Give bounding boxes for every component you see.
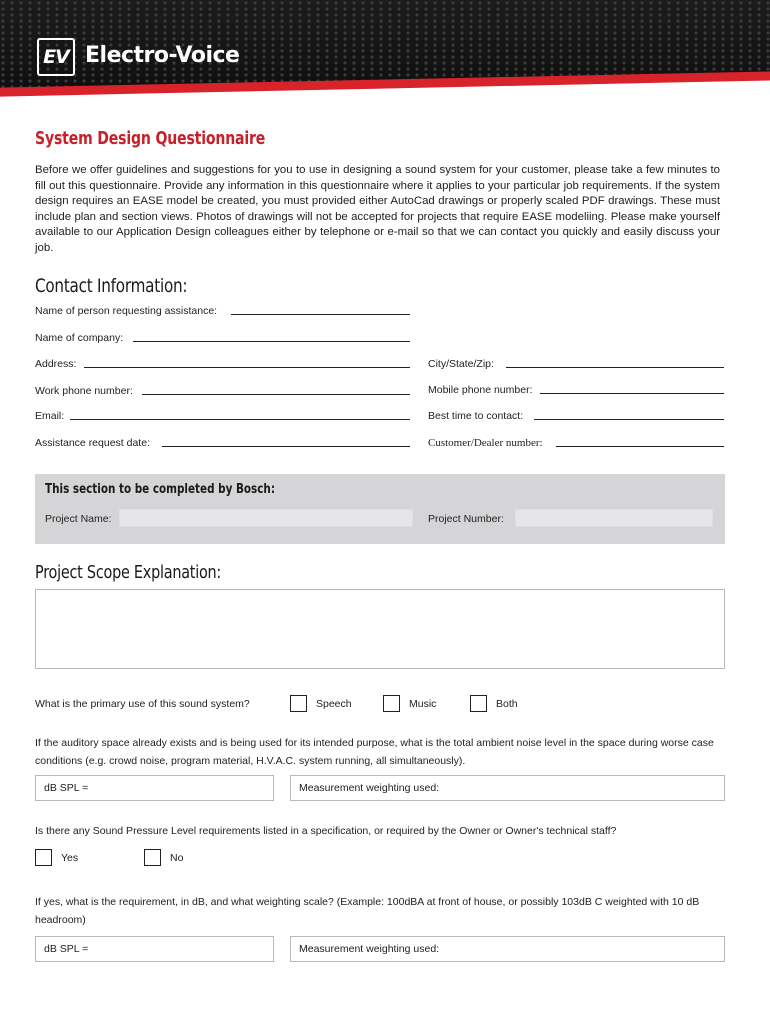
best-time-label: Best time to contact: <box>428 410 524 422</box>
requester-name-label: Name of person requesting assistance: <box>35 305 218 317</box>
work-phone-label: Work phone number: <box>35 385 133 397</box>
both-checkbox[interactable] <box>470 695 487 712</box>
page-title: System Design Questionnaire <box>35 128 266 149</box>
scope-heading: Project Scope Explanation: <box>35 562 222 583</box>
mobile-phone-field[interactable] <box>540 393 724 394</box>
yes-checkbox[interactable] <box>35 849 52 866</box>
primary-use-question: What is the primary use of this sound system? <box>35 698 250 710</box>
no-label: No <box>170 852 184 864</box>
best-time-field[interactable] <box>534 419 724 420</box>
company-name-label: Name of company: <box>35 332 124 344</box>
no-checkbox[interactable] <box>144 849 161 866</box>
project-name-label: Project Name: <box>45 513 112 525</box>
city-state-zip-label: City/State/Zip: <box>428 358 494 370</box>
requirement-weighting-field[interactable] <box>290 936 725 962</box>
speech-label: Speech <box>316 698 352 710</box>
scope-explanation-field[interactable] <box>35 589 725 669</box>
ambient-db-spl-field[interactable] <box>35 775 274 801</box>
yes-label: Yes <box>61 852 79 864</box>
spl-requirements-question: Is there any Sound Pressure Level requirements listed in a specification, or required by the Owner or Owner's technical staff? <box>35 825 617 837</box>
requirement-db-spl-field[interactable] <box>35 936 274 962</box>
address-field[interactable] <box>84 367 410 368</box>
mobile-phone-label: Mobile phone number: <box>428 384 533 396</box>
customer-number-field[interactable] <box>556 446 724 447</box>
project-number-field[interactable] <box>515 509 713 527</box>
contact-heading: Contact Information: <box>35 275 188 297</box>
ambient-db-spl-label: dB SPL = <box>44 782 89 794</box>
brand-name: Electro-Voice <box>85 43 240 68</box>
requester-name-field[interactable] <box>231 314 410 315</box>
ambient-weighting-label: Measurement weighting used: <box>299 782 440 794</box>
email-field[interactable] <box>70 419 410 420</box>
address-label: Address: <box>35 358 77 370</box>
bosch-section <box>35 474 725 544</box>
request-date-field[interactable] <box>162 446 410 447</box>
ambient-noise-question: If the auditory space already exists and is being used for its intended purpose, what is the total ambient noise level in the space during worse case conditions (e.g. crowd noise, program material, H.V.A.C. system running, all simultaneously). <box>35 737 714 767</box>
electro-voice-logo-icon: EV <box>37 38 75 76</box>
brand-header <box>0 0 770 100</box>
ambient-weighting-field[interactable] <box>290 775 725 801</box>
request-date-label: Assistance request date: <box>35 437 150 449</box>
customer-number-label: Customer/Dealer number: <box>428 437 543 449</box>
project-name-field[interactable] <box>119 509 413 527</box>
requirement-db-spl-label: dB SPL = <box>44 943 89 955</box>
work-phone-field[interactable] <box>142 394 410 395</box>
bosch-section-heading: This section to be completed by Bosch: <box>45 482 275 497</box>
music-label: Music <box>409 698 437 710</box>
requirement-weighting-label: Measurement weighting used: <box>299 943 440 955</box>
speech-checkbox[interactable] <box>290 695 307 712</box>
project-number-label: Project Number: <box>428 513 504 525</box>
company-name-field[interactable] <box>133 341 410 342</box>
email-label: Email: <box>35 410 65 422</box>
both-label: Both <box>496 698 518 710</box>
music-checkbox[interactable] <box>383 695 400 712</box>
city-state-zip-field[interactable] <box>506 367 724 368</box>
intro-paragraph: Before we offer guidelines and suggestions for you to use in designing a sound system for your customer, please take a few minutes to fill out this questionnaire. Provide any information in this questionnaire where it applies to your particular job requirements. If the system design requires an EASE model be created, you must provided either AutoCad drawings or properly scaled PDF drawings. These must include plan and section views. Photos of drawings will not be accepted for projects that require EASE modeliing. Please make yourself available to our Application Design colleagues either by telephone or e-mail so that we can contact you quickly and easily discuss your job. <box>35 164 720 254</box>
requirement-question: If yes, what is the requirement, in dB, and what weighting scale? (Example: 100dBA at front of house, or possibly 103dB C weighted with 10 dB headroom) <box>35 896 700 926</box>
